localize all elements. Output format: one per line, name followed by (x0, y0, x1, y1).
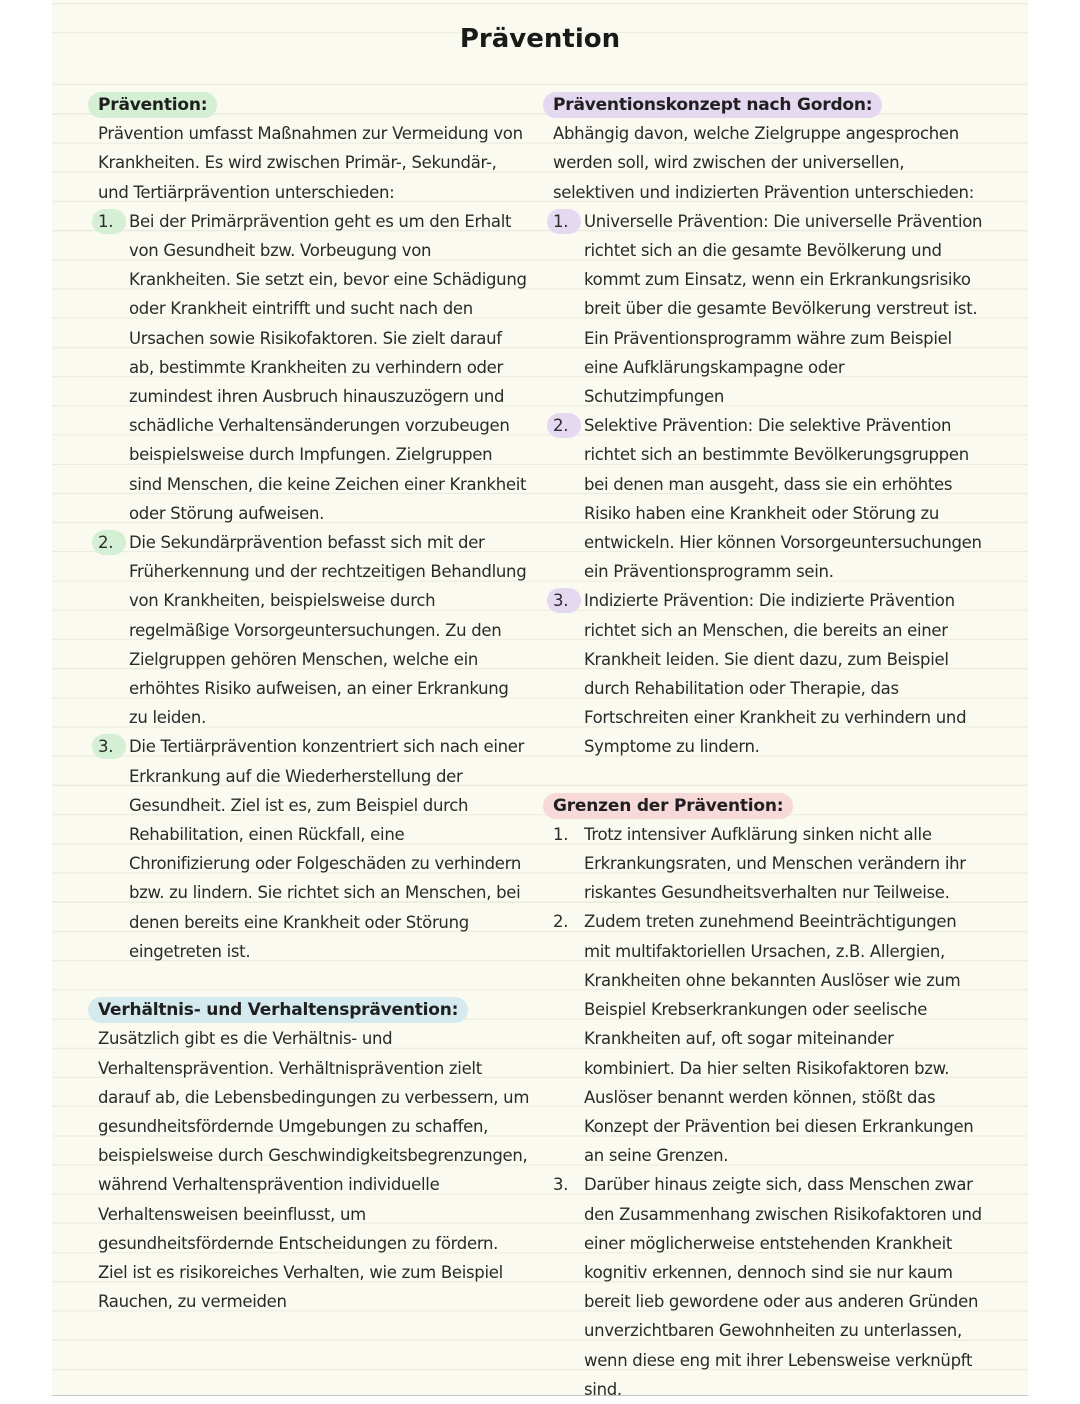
list-item (553, 411, 985, 586)
list-item-text: Bei der Primärprävention geht es um den Erhalt von Gesundheit bzw. Vorbeugung von Krankheiten. Sie setzt ein, bevor eine Schädigung oder Krankheit eintrifft und sucht nach den Ursachen sowie Risikofaktoren. Sie zielt darauf ab, bestimmte Krankheiten zu verhindern oder zumindest ihren Ausbruch hinauszuzögern und schädliche Verhaltensänderungen vorzubeugen beispielsweise durch Impfungen. Zielgruppen sind Menschen, die keine Zeichen einer Krankheit oder Störung aufweisen. (129, 211, 527, 523)
heading-gordon: Präventionskonzept nach Gordon: (543, 92, 882, 118)
list-item-text: Darüber hinaus zeigte sich, dass Menschen zwar den Zusammenhang zwischen Risikofaktoren und einer möglicherweise entstehenden Krankheit kognitiv erkennen, dennoch sind sie nur kaum bereit lieb gewordene oder aus anderen Gründen unverzichtbaren Gewohnheiten zu unterlassen, wenn diese eng mit ihrer Lebensweise verknüpft sind. (584, 1175, 982, 1399)
list-number: 2. (547, 413, 581, 438)
right-column (553, 90, 985, 1404)
list-item-text: Die Tertiärprävention konzentriert sich nach einer Erkrankung auf die Wiederherstellung der Gesundheit. Ziel ist es, zum Beispiel durch Rehabilitation, einen Rückfall, eine Chronifizierung oder Folgeschäden zu verhindern bzw. zu lindern. Sie richtet sich an Menschen, bei denen bereits eine Krankheit oder Störung eingetreten ist. (129, 737, 525, 961)
list-number: 1. (547, 209, 581, 234)
list-item (98, 207, 530, 528)
section-gap (553, 762, 985, 791)
left-column (98, 90, 530, 1316)
list-item (553, 1170, 985, 1404)
heading-grenzen: Grenzen der Prävention: (543, 793, 793, 819)
list-item (553, 907, 985, 1170)
list-number: 3. (553, 1175, 569, 1195)
list-number: 1. (553, 824, 569, 844)
page-title: Prävention (459, 24, 621, 54)
list-item-text: Trotz intensiver Aufklärung sinken nicht alle Erkrankungsraten, und Menschen verändern ihr riskantes Gesundheitsverhalten nur Teilweise. (584, 824, 966, 903)
gordon-list (553, 207, 985, 762)
list-item-text: Zudem treten zunehmend Beeinträchtigungen mit multifaktoriellen Ursachen, z.B. Allergien, Krankheiten ohne bekannten Auslöser wie zum Beispiel Krebserkrankungen oder seelische Krankheiten auf, oft sogar miteinander kombiniert. Da hier selten Risikofaktoren bzw. Auslöser benannt werden können, stößt das Konzept der Prävention bei diesen Erkrankungen an seine Grenzen. (584, 912, 974, 1166)
list-number: 2. (92, 530, 126, 555)
section-gap (98, 966, 530, 995)
list-item (553, 820, 985, 908)
gordon-intro: Abhängig davon, welche Zielgruppe angesprochen werden soll, wird zwischen der universellen, selektiven und indizierten Prävention unterschieden: (553, 124, 974, 202)
grenzen-list (553, 820, 985, 1404)
verhaeltnis-text: Zusätzlich gibt es die Verhältnis- und Verhaltensprävention. Verhältnisprävention zielt darauf ab, die Lebensbedingungen zu verbessern, um gesundheitsfördernde Umgebungen zu schaffen, beispielsweise durch Geschwindigkeitsbegrenzungen, während Verhaltensprävention individuelle Verhaltensweisen beeinflusst, um gesundheitsfördernde Entscheidungen zu fördern. Ziel ist es risikoreiches Verhalten, wie zum Beispiel Rauchen, zu vermeiden (98, 1029, 530, 1312)
list-item (553, 586, 985, 761)
heading-verhaeltnis: Verhältnis- und Verhaltensprävention: (88, 997, 468, 1023)
list-item-text: Die Sekundärprävention befasst sich mit der Früherkennung und der rechtzeitigen Behandlung von Krankheiten, beispielsweise durch regelmäßige Vorsorgeuntersuchungen. Zu den Zielgruppen gehören Menschen, welche ein erhöhtes Risiko aufweisen, an einer Erkrankung zu leiden. (129, 533, 527, 728)
list-item-text: Universelle Prävention: Die universelle Prävention richtet sich an die gesamte Bevölkerung und kommt zum Einsatz, wenn ein Erkrankungsrisiko breit über die gesamte Bevölkerung verstreut ist. Ein Präventionsprogramm währe zum Beispiel eine Aufklärungskampagne oder Schutzimpfungen (584, 211, 983, 407)
list-number: 1. (92, 209, 126, 234)
list-number: 3. (547, 588, 581, 613)
praevention-list (98, 207, 530, 966)
list-item (553, 207, 985, 411)
praevention-intro: Prävention umfasst Maßnahmen zur Vermeidung von Krankheiten. Es wird zwischen Primär-, Sekundär-, und Tertiärprävention unterschieden: (98, 124, 523, 202)
list-item-text: Indizierte Prävention: Die indizierte Prävention richtet sich an Menschen, die bereits an einer Krankheit leiden. Sie dient dazu, zum Beispiel durch Rehabilitation oder Therapie, das Fortschreiten einer Krankheit zu verhindern und Symptome zu lindern. (584, 591, 967, 757)
list-number: 2. (553, 912, 569, 932)
list-item (98, 732, 530, 966)
heading-praevention: Prävention: (88, 92, 217, 118)
list-number: 3. (92, 734, 126, 759)
list-item (98, 528, 530, 732)
list-item-text: Selektive Prävention: Die selektive Prävention richtet sich an bestimmte Bevölkerungsgruppen bei denen man ausgeht, dass sie ein erhöhtes Risiko haben eine Krankheit oder Störung zu entwickeln. Hier können Vorsorgeuntersuchungen ein Präventionsprogramm sein. (584, 416, 982, 582)
